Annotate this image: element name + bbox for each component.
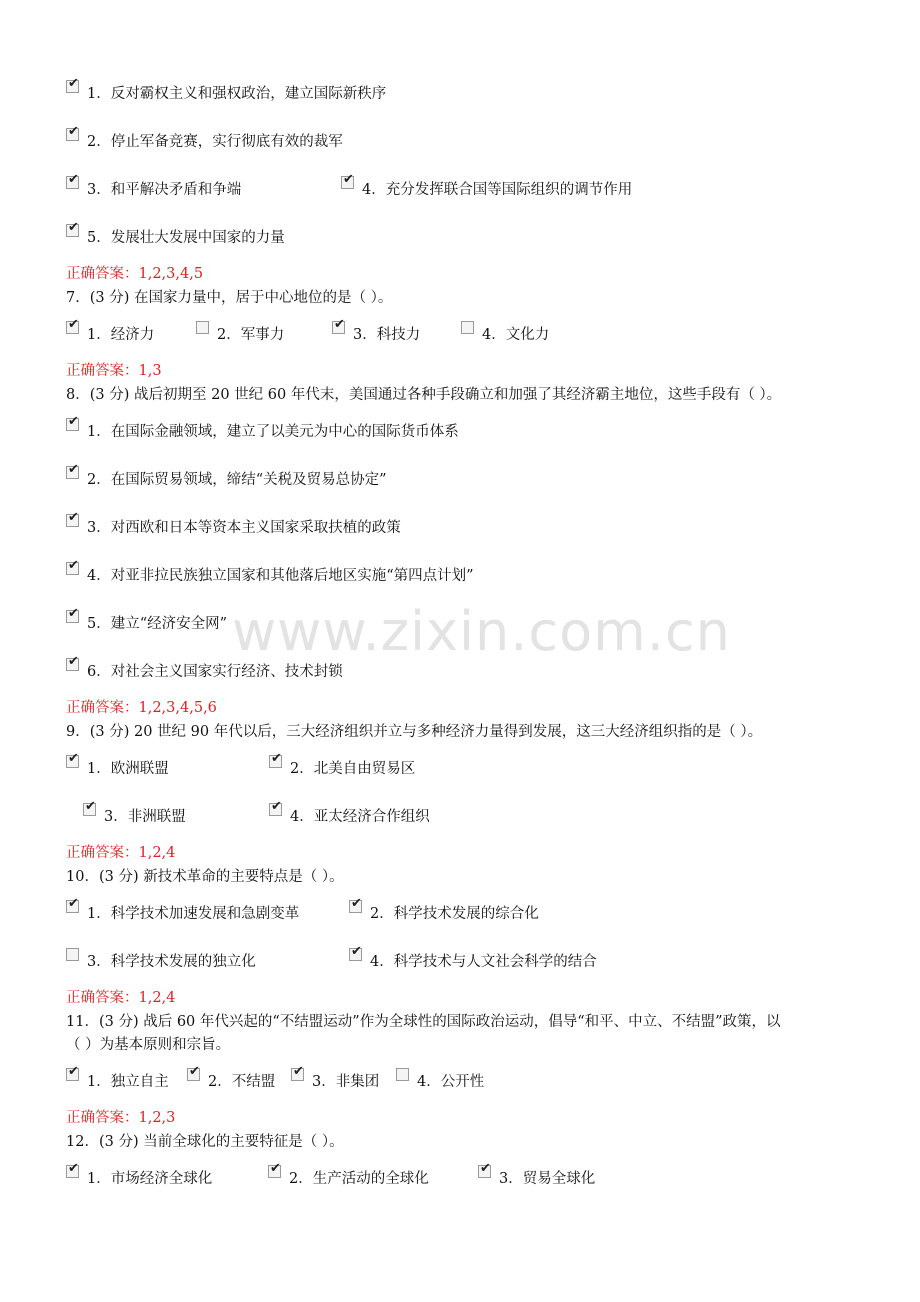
- option-label: 1．独立自主: [87, 1074, 169, 1090]
- question-title: 12．(3 分) 当前全球化的主要特征是（ ）。: [66, 1134, 344, 1150]
- checkbox[interactable]: [66, 414, 79, 431]
- option-q9-2[interactable]: [269, 751, 416, 778]
- option-label: 5．发展壮大发展中国家的力量: [87, 230, 285, 246]
- option-label: 6．对社会主义国家实行经济、技术封锁: [87, 664, 343, 680]
- option-label: 5．建立“经济安全网”: [87, 616, 228, 632]
- checkbox[interactable]: [291, 1064, 304, 1081]
- option-label: 2．北美自由贸易区: [290, 761, 416, 777]
- checkmark-icon: ✔: [351, 896, 362, 911]
- checkmark-icon: ✔: [68, 654, 79, 669]
- option-label: 3．和平解决矛盾和争端: [87, 182, 242, 198]
- option-label: 3．科技力: [353, 327, 421, 343]
- correct-answer: 正确答案：1,3: [66, 363, 162, 379]
- checkbox[interactable]: [83, 799, 96, 816]
- watermark: www.zixin.com.cn: [232, 600, 731, 663]
- question-title: 10．(3 分) 新技术革命的主要特点是（ ）。: [66, 869, 344, 885]
- checkbox[interactable]: [66, 1064, 79, 1081]
- option-label: 4．科学技术与人文社会科学的结合: [370, 954, 597, 970]
- checkbox[interactable]: [66, 124, 79, 141]
- option-q9-4[interactable]: [269, 799, 430, 826]
- option-label: 2．不结盟: [208, 1074, 276, 1090]
- checkbox[interactable]: [269, 799, 282, 816]
- option-q12-3[interactable]: [478, 1161, 596, 1188]
- option-q8-2[interactable]: [66, 462, 387, 489]
- option-q10-3[interactable]: [66, 950, 256, 971]
- checkbox[interactable]: [187, 1064, 200, 1081]
- checkbox[interactable]: [478, 1161, 491, 1178]
- checkbox[interactable]: [461, 321, 474, 334]
- option-label: 1．科学技术加速发展和急剧变革: [87, 906, 300, 922]
- option-label: 3．非洲联盟: [104, 809, 186, 825]
- option-label: 2．在国际贸易领域，缔结“关税及贸易总协定”: [87, 472, 387, 488]
- checkbox[interactable]: [349, 896, 362, 913]
- checkbox[interactable]: [396, 1068, 409, 1081]
- correct-answer: 正确答案：1,2,3: [66, 1110, 176, 1126]
- checkmark-icon: ✔: [68, 220, 79, 235]
- checkmark-icon: ✔: [68, 558, 79, 573]
- option-label: 4．文化力: [482, 327, 550, 343]
- option-q8-1[interactable]: [66, 414, 459, 441]
- checkmark-icon: ✔: [351, 944, 362, 959]
- option-q11-2[interactable]: [187, 1064, 276, 1091]
- option-q11-3[interactable]: [291, 1064, 380, 1091]
- checkmark-icon: ✔: [68, 414, 79, 429]
- checkbox[interactable]: [66, 1161, 79, 1178]
- option-q11-1[interactable]: [66, 1064, 169, 1091]
- option-q7-1[interactable]: [66, 317, 155, 344]
- option-q7-3[interactable]: [332, 317, 421, 344]
- option-label: 2．停止军备竞赛，实行彻底有效的裁军: [87, 134, 343, 150]
- correct-answer: 正确答案：1,2,4: [66, 845, 176, 861]
- option-label: 1．经济力: [87, 327, 155, 343]
- question-title-continued: （ ）为基本原则和宗旨。: [66, 1037, 231, 1053]
- checkbox[interactable]: [66, 654, 79, 671]
- option-label: 4．公开性: [417, 1074, 485, 1090]
- option-q9-1[interactable]: [66, 751, 169, 778]
- question-title: 11．(3 分) 战后 60 年代兴起的“不结盟运动”作为全球性的国际政治运动，倡导“和平、中立、不结盟”政策，以: [66, 1014, 781, 1030]
- checkmark-icon: ✔: [68, 317, 79, 332]
- checkbox[interactable]: [66, 948, 79, 961]
- checkbox[interactable]: [66, 76, 79, 93]
- option-label: 2．生产活动的全球化: [289, 1171, 429, 1187]
- option-q6-2[interactable]: [66, 124, 343, 151]
- checkbox[interactable]: [66, 220, 79, 237]
- option-q8-4[interactable]: [66, 558, 474, 585]
- checkmark-icon: ✔: [68, 76, 79, 91]
- option-label: 2．军事力: [217, 327, 285, 343]
- option-q6-1[interactable]: [66, 76, 387, 103]
- checkmark-icon: ✔: [68, 462, 79, 477]
- option-label: 1．反对霸权主义和强权政治，建立国际新秩序: [87, 86, 387, 102]
- option-q12-2[interactable]: [268, 1161, 429, 1188]
- checkbox[interactable]: [66, 317, 79, 334]
- option-q6-4[interactable]: [341, 172, 633, 199]
- checkmark-icon: ✔: [68, 606, 79, 621]
- checkmark-icon: ✔: [68, 172, 79, 187]
- option-q10-2[interactable]: [349, 896, 539, 923]
- checkbox[interactable]: [349, 944, 362, 961]
- option-q12-1[interactable]: [66, 1161, 213, 1188]
- option-q9-3[interactable]: [83, 799, 186, 826]
- checkbox[interactable]: [268, 1161, 281, 1178]
- question-title: 9．(3 分) 20 世纪 90 年代以后，三大经济组织并立与多种经济力量得到发展，这三大经济组织指的是（ ）。: [66, 724, 763, 740]
- checkbox[interactable]: [332, 317, 345, 334]
- option-label: 3．对西欧和日本等资本主义国家采取扶植的政策: [87, 520, 401, 536]
- correct-answer: 正确答案：1,2,3,4,5: [66, 266, 204, 282]
- option-q10-1[interactable]: [66, 896, 300, 923]
- option-q8-6[interactable]: [66, 654, 343, 681]
- option-label: 4．对亚非拉民族独立国家和其他落后地区实施“第四点计划”: [87, 568, 474, 584]
- option-label: 3．非集团: [312, 1074, 380, 1090]
- checkmark-icon: ✔: [85, 799, 96, 814]
- option-label: 2．科学技术发展的综合化: [370, 906, 539, 922]
- option-q11-4[interactable]: [396, 1070, 484, 1091]
- option-q7-2[interactable]: [196, 323, 284, 344]
- checkbox[interactable]: [269, 751, 282, 768]
- option-label: 1．欧洲联盟: [87, 761, 169, 777]
- correct-answer: 正确答案：1,2,4: [66, 990, 176, 1006]
- option-label: 1．市场经济全球化: [87, 1171, 213, 1187]
- checkbox[interactable]: [66, 172, 79, 189]
- checkmark-icon: ✔: [68, 1064, 79, 1079]
- checkmark-icon: ✔: [68, 896, 79, 911]
- checkmark-icon: ✔: [334, 317, 345, 332]
- option-q7-4[interactable]: [461, 323, 549, 344]
- option-label: 4．亚太经济合作组织: [290, 809, 430, 825]
- checkmark-icon: ✔: [68, 1161, 79, 1176]
- checkmark-icon: ✔: [68, 751, 79, 766]
- checkmark-icon: ✔: [343, 172, 354, 187]
- checkmark-icon: ✔: [480, 1161, 491, 1176]
- option-q6-3[interactable]: [66, 172, 242, 199]
- checkbox[interactable]: [66, 751, 79, 768]
- option-label: 4．充分发挥联合国等国际组织的调节作用: [362, 182, 633, 198]
- question-title: 8．(3 分) 战后初期至 20 世纪 60 年代末，美国通过各种手段确立和加强了其经济霸主地位，这些手段有（ ）。: [66, 387, 782, 403]
- question-title: 7．(3 分) 在国家力量中，居于中心地位的是（ ）。: [66, 290, 393, 306]
- option-q6-5[interactable]: [66, 220, 285, 247]
- option-q8-5[interactable]: [66, 606, 228, 633]
- checkmark-icon: ✔: [68, 124, 79, 139]
- checkbox[interactable]: [66, 558, 79, 575]
- checkmark-icon: ✔: [189, 1064, 200, 1079]
- checkbox[interactable]: [66, 896, 79, 913]
- checkbox[interactable]: [341, 172, 354, 189]
- checkmark-icon: ✔: [270, 1161, 281, 1176]
- checkbox[interactable]: [66, 462, 79, 479]
- checkmark-icon: ✔: [68, 510, 79, 525]
- checkmark-icon: ✔: [271, 799, 282, 814]
- checkbox[interactable]: [196, 321, 209, 334]
- checkbox[interactable]: [66, 606, 79, 623]
- checkmark-icon: ✔: [271, 751, 282, 766]
- option-label: 3．科学技术发展的独立化: [87, 954, 256, 970]
- checkmark-icon: ✔: [293, 1064, 304, 1079]
- correct-answer: 正确答案：1,2,3,4,5,6: [66, 700, 217, 716]
- option-q8-3[interactable]: [66, 510, 401, 537]
- option-q10-4[interactable]: [349, 944, 597, 971]
- option-label: 1．在国际金融领域，建立了以美元为中心的国际货币体系: [87, 424, 459, 440]
- checkbox[interactable]: [66, 510, 79, 527]
- option-label: 3．贸易全球化: [499, 1171, 596, 1187]
